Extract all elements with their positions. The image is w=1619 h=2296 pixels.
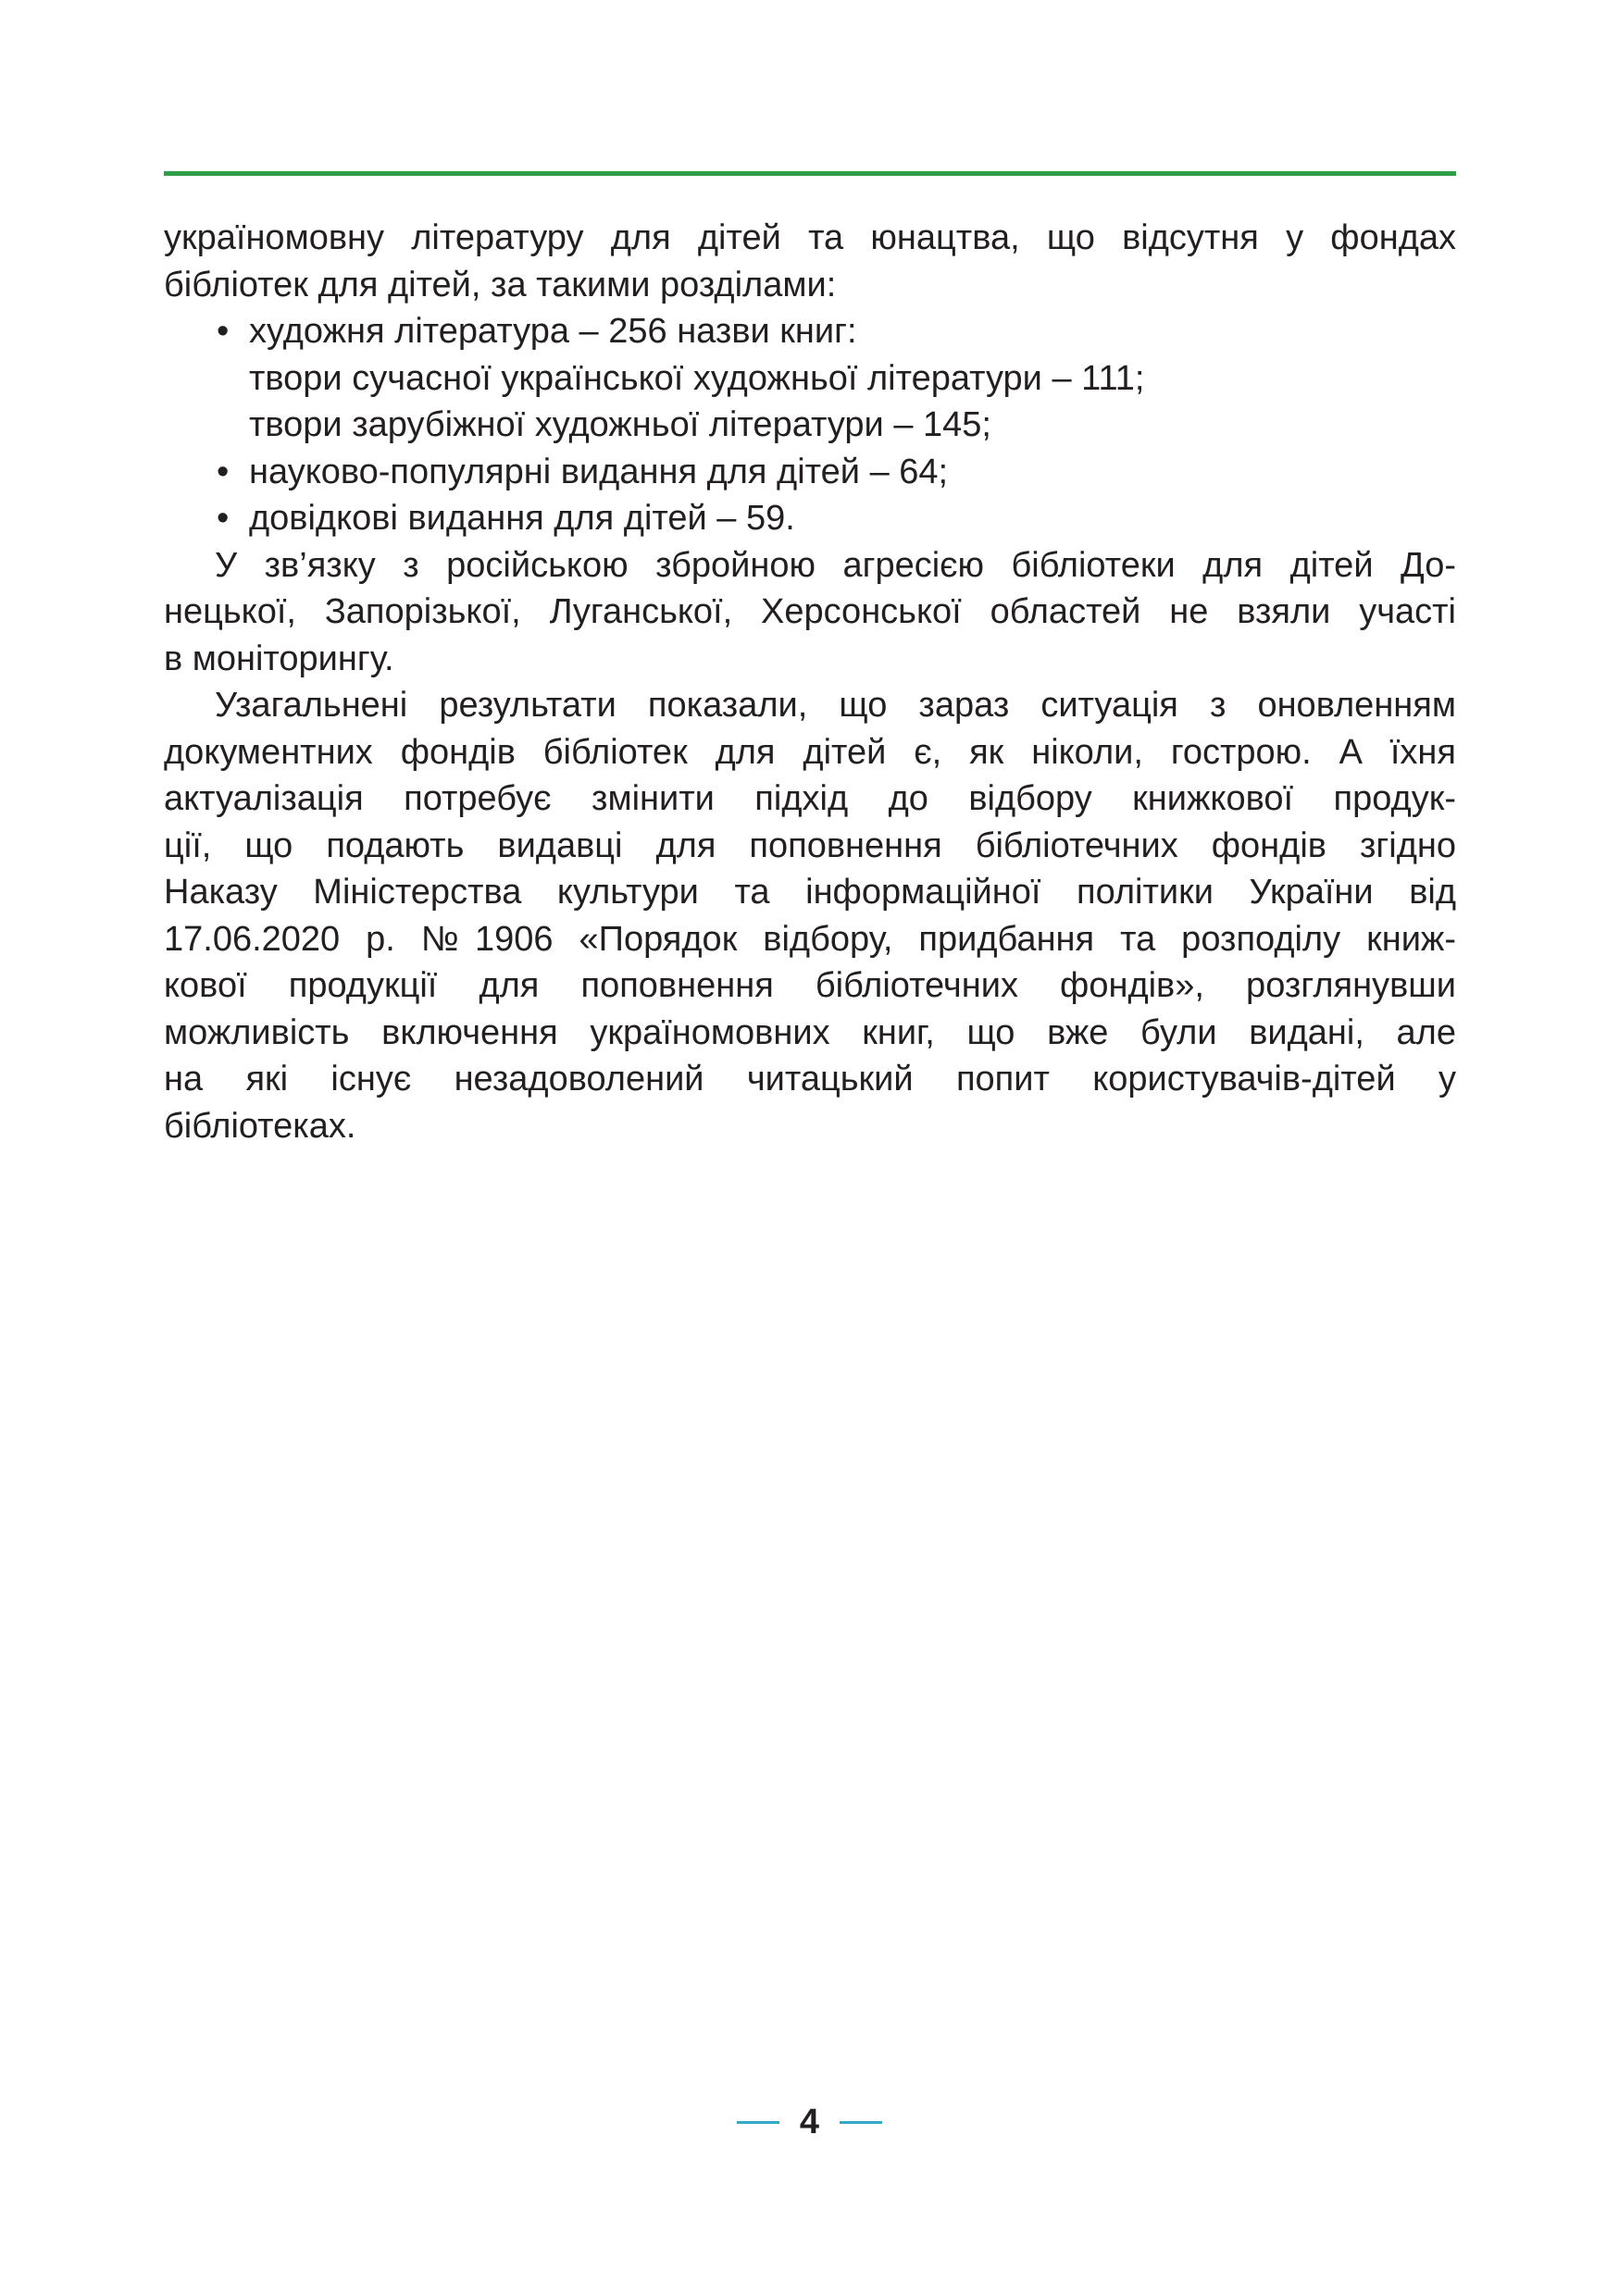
bullet-icon: • [217, 312, 230, 351]
fiction-sub-2: твори зарубіжної художньої літератури – 145; [249, 405, 991, 444]
para3-line-6: 17.06.2020 р. №1906 «Порядок відбору, придбання та розподілу книж- [164, 919, 1456, 959]
para3-line-1: Узагальнені результати показали, що зараз ситуація з оновленням [215, 686, 1456, 725]
bullet-fiction-text: художня література – 256 назви книг: [249, 312, 857, 351]
para2-line-3: в моніторингу. [164, 639, 394, 678]
body-text [164, 215, 1456, 1149]
para3-line-7: кової продукції для поповнення бібліотечних фондів», розглянувши [164, 966, 1456, 1005]
para3-line-8: можливість включення україномовних книг, що вже були видані, але [164, 1012, 1456, 1052]
fiction-sub-1: твори сучасної української художньої літератури – 111; [249, 358, 1145, 398]
page-footer [0, 2099, 1619, 2145]
footer-dash-left [737, 2121, 779, 2124]
page-number: 4 [799, 2102, 820, 2141]
para3-line-2: документних фондів бібліотек для дітей є, як ніколи, гострою. А їхня [164, 732, 1456, 772]
bullet-reference-text: довідкові видання для дітей – 59. [249, 499, 795, 538]
bullet-popular [164, 449, 1456, 496]
bullet-icon: • [217, 499, 230, 538]
para3-line-10: бібліотеках. [164, 1106, 356, 1146]
bullet-popular-text: науково-популярні видання для дітей – 64; [249, 452, 949, 491]
para3-line-3: актуалізація потребує змінити підхід до відбору книжкової продук- [164, 779, 1456, 818]
para1-line-2: бібліотек для дітей, за такими розділами: [164, 265, 837, 304]
header-rule [164, 171, 1456, 176]
bullet-fiction [164, 308, 1456, 355]
footer-dash-right [840, 2121, 882, 2124]
para2-line-1: У зв’язку з російською збройною агресією бібліотеки для дітей До- [215, 545, 1456, 585]
bullet-icon: • [217, 452, 230, 491]
para3-line-4: ції, що подають видавці для поповнення бібліотечних фондів згідно [164, 825, 1456, 865]
para2-line-2: нецької, Запорізької, Луганської, Херсонської областей не взяли участі [164, 592, 1456, 631]
para3-line-9: на які існує незадоволений читацький попит користувачів-дітей у [164, 1060, 1456, 1098]
para1-line-1: україномовну літературу для дітей та юнацтва, що відсутня у фондах [164, 218, 1456, 257]
bullet-reference [164, 495, 1456, 542]
para3-line-5: Наказу Міністерства культури та інформаційної політики України від [164, 873, 1456, 912]
